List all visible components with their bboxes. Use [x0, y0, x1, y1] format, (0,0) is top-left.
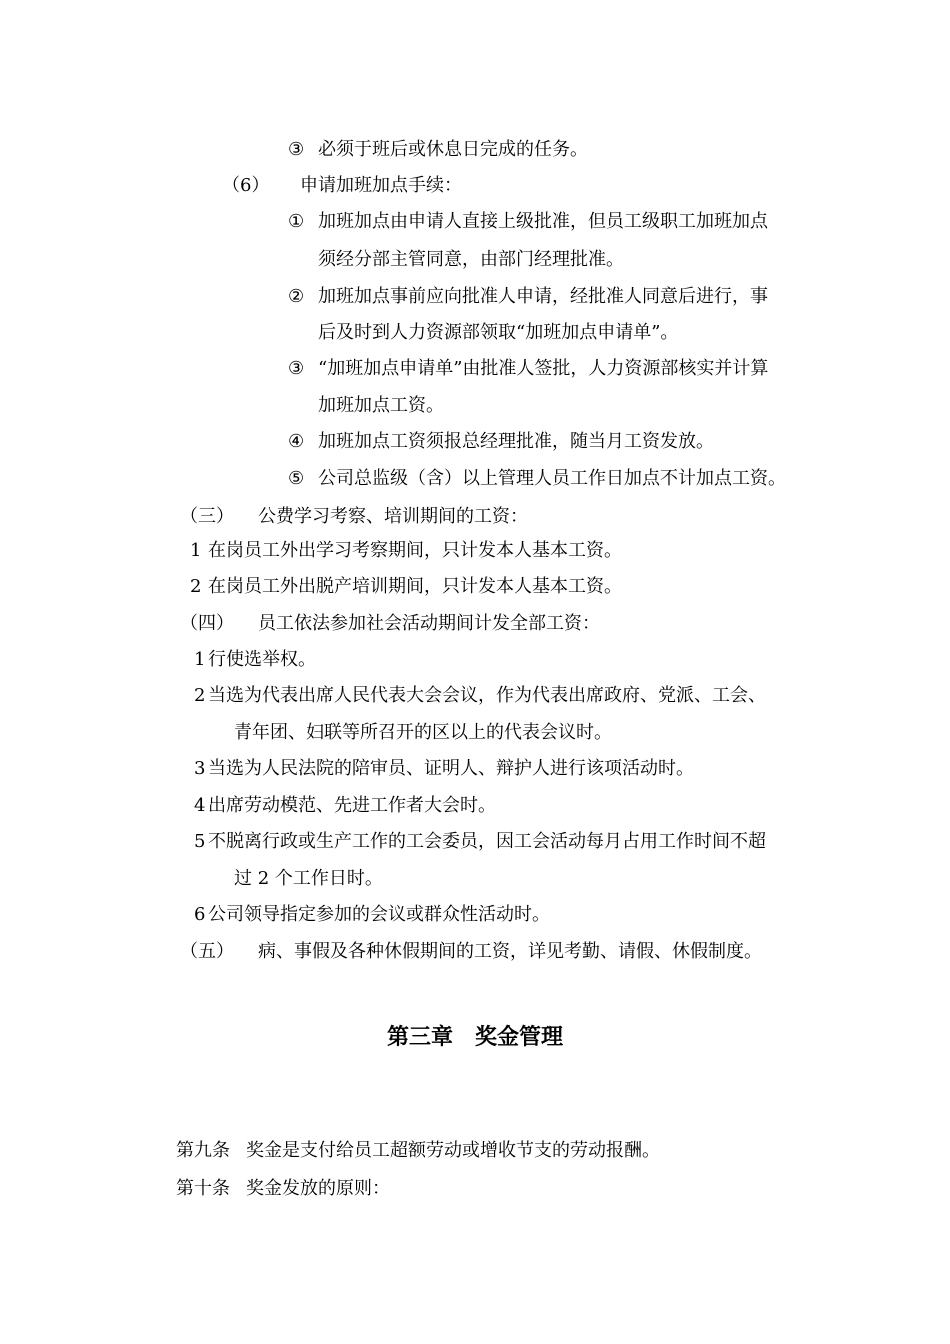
item-marker: 6	[194, 904, 206, 925]
item-text: 在岗员工外出学习考察期间，只计发本人基本工资。	[208, 540, 622, 561]
item-text: 过 2 个工作日时。	[234, 868, 383, 889]
list-item	[288, 467, 786, 491]
list-item	[288, 138, 588, 162]
article-paragraph	[176, 1177, 390, 1201]
list-item-continuation	[318, 321, 678, 345]
item-text: 当选为代表出席人民代表大会会议，作为代表出席政府、党派、工会、	[208, 685, 766, 706]
item-marker: ③	[288, 139, 305, 160]
item-text: 员工依法参加社会活动期间计发全部工资：	[258, 613, 600, 634]
section-heading	[180, 940, 762, 964]
article-label: 第九条	[176, 1140, 230, 1161]
item-marker: ①	[288, 211, 305, 232]
list-item	[194, 684, 766, 708]
item-text: 必须于班后或休息日完成的任务。	[318, 139, 588, 160]
list-item	[194, 757, 694, 781]
list-item	[288, 285, 768, 309]
article-label: 第十条	[176, 1178, 230, 1199]
list-item	[194, 903, 550, 927]
item-text: 公司总监级（含）以上管理人员工作日加点不计加点工资。	[318, 468, 786, 489]
item-text: 加班加点工资须报总经理批准，随当月工资发放。	[318, 431, 714, 452]
list-item-continuation	[318, 394, 444, 418]
article-paragraph	[176, 1139, 660, 1163]
item-text: 出席劳动模范、先进工作者大会时。	[208, 795, 496, 816]
list-item	[190, 539, 622, 563]
item-marker: ③	[288, 358, 305, 379]
list-item	[190, 575, 622, 599]
list-item	[288, 430, 714, 454]
item-marker: 2	[194, 685, 206, 706]
item-text: 公司领导指定参加的会议或群众性活动时。	[208, 904, 550, 925]
item-text: 不脱离行政或生产工作的工会委员，因工会活动每月占用工作时间不超	[208, 831, 766, 852]
item-text: 行使选举权。	[208, 649, 316, 670]
item-marker: （五）	[180, 941, 234, 962]
list-item	[288, 357, 768, 381]
item-text: 公费学习考察、培训期间的工资：	[258, 506, 528, 527]
list-item	[194, 648, 316, 672]
item-marker: 5	[194, 831, 206, 852]
item-text: 在岗员工外出脱产培训期间，只计发本人基本工资。	[208, 576, 622, 597]
item-text: 当选为人民法院的陪审员、证明人、辩护人进行该项活动时。	[208, 758, 694, 779]
item-marker: ④	[288, 431, 305, 452]
item-marker: （四）	[180, 613, 234, 634]
item-text: “加班加点申请单”由批准人签批，人力资源部核实并计算	[318, 358, 769, 379]
item-text: 加班加点由申请人直接上级批准，但员工级职工加班加点	[318, 211, 768, 232]
section-heading	[180, 612, 600, 636]
list-item-continuation	[234, 721, 612, 745]
item-marker: ②	[288, 286, 305, 307]
list-item-continuation	[318, 248, 624, 272]
list-item	[194, 794, 496, 818]
list-item-continuation	[234, 867, 383, 891]
item-text: 申请加班加点手续：	[300, 175, 462, 196]
section-heading	[180, 505, 528, 529]
item-marker: （三）	[180, 506, 234, 527]
item-text: 加班加点工资。	[318, 395, 444, 416]
item-marker: 1	[190, 540, 202, 561]
item-marker: ⑤	[288, 468, 305, 489]
item-text: 病、事假及各种休假期间的工资，详见考勤、请假、休假制度。	[258, 941, 762, 962]
list-heading	[222, 174, 462, 198]
item-marker: （6）	[222, 175, 270, 196]
item-marker: 1	[194, 649, 206, 670]
list-item	[194, 830, 766, 854]
article-text: 奖金是支付给员工超额劳动或增收节支的劳动报酬。	[246, 1140, 660, 1161]
item-marker: 3	[194, 758, 206, 779]
chapter-title: 第三章 奖金管理	[386, 1025, 563, 1050]
item-text: 后及时到人力资源部领取“加班加点申请单”。	[318, 322, 679, 343]
item-marker: 4	[194, 795, 206, 816]
article-text: 奖金发放的原则：	[246, 1178, 390, 1199]
item-text: 须经分部主管同意，由部门经理批准。	[318, 249, 624, 270]
list-item	[288, 210, 768, 234]
item-text: 青年团、妇联等所召开的区以上的代表会议时。	[234, 722, 612, 743]
item-text: 加班加点事前应向批准人申请，经批准人同意后进行，事	[318, 286, 768, 307]
item-marker: 2	[190, 576, 202, 597]
